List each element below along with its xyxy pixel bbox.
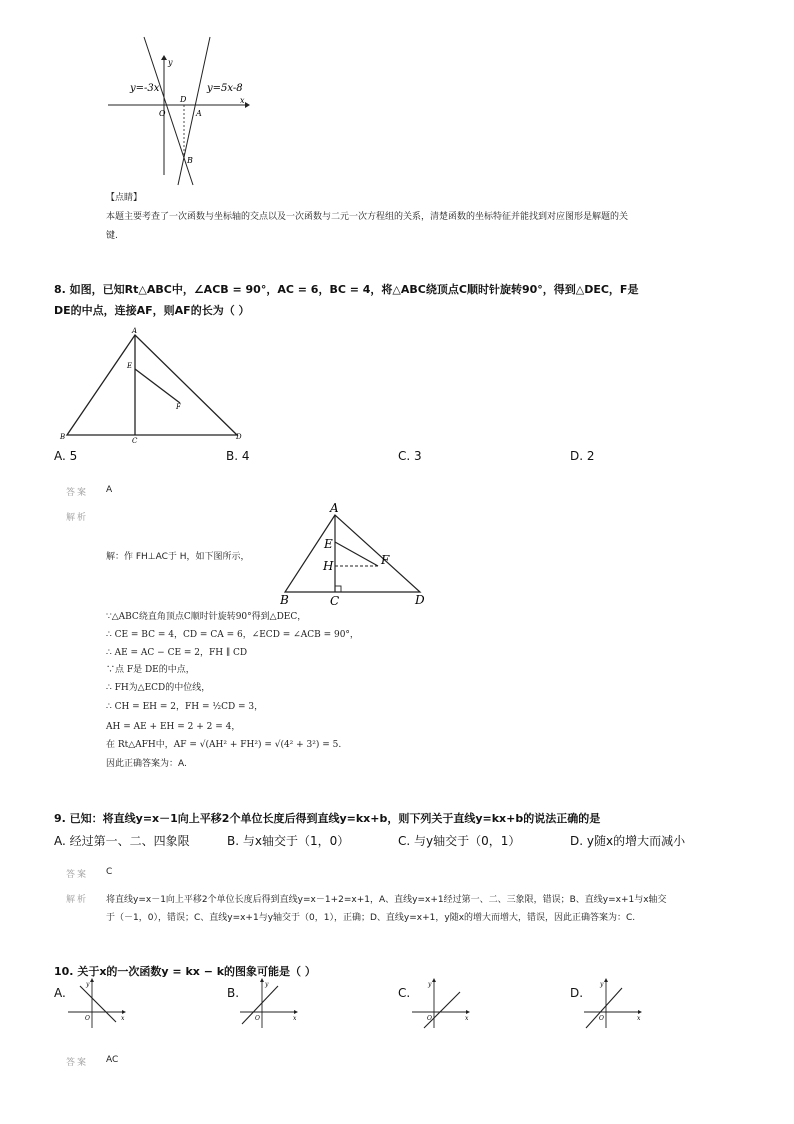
q9-analysis-line2: 于（－1，0），错误；C、直线y=x+1与y轴交于（0，1），正确；D、直线y=x+1，y随x的增大而增大，错误，因此正确答案为：C. bbox=[106, 913, 636, 923]
fig-label-c: C bbox=[132, 437, 138, 445]
label-y: y bbox=[428, 981, 432, 988]
point-b-label: B bbox=[187, 156, 193, 165]
sol-label-h: H bbox=[323, 559, 334, 573]
label-o: O bbox=[85, 1015, 90, 1022]
q8-solution-line-1: ∵△ABC绕直角顶点C顺时针旋转90°得到△DEC， bbox=[106, 612, 307, 622]
q10-answer-label: 答案 bbox=[66, 1058, 89, 1068]
axis-y-arrow bbox=[604, 978, 608, 982]
q9-stem: 9. 已知：将直线y=x－1向上平移2个单位长度后得到直线y=kx+b，则下列关于直线y=kx+b的说法正确的是 bbox=[54, 812, 601, 825]
q8-option-a[interactable]: A. 5 bbox=[54, 449, 78, 463]
axis-y-arrow bbox=[260, 978, 264, 982]
axis-y-arrow bbox=[90, 978, 94, 982]
sol-label-c: C bbox=[330, 594, 340, 608]
sol-label-f: F bbox=[381, 553, 390, 567]
q8-solution-figure bbox=[280, 500, 440, 610]
label-y: y bbox=[86, 981, 90, 988]
q9-answer-value: C bbox=[106, 867, 113, 877]
label-x: x bbox=[121, 1015, 125, 1022]
q9-analysis-label: 解析 bbox=[66, 895, 89, 905]
label-y: y bbox=[600, 981, 604, 988]
fig-label-f: F bbox=[176, 403, 181, 411]
comment-title: 【点睛】 bbox=[106, 193, 143, 203]
q8-solution-line-5: ∴ FH为△ECD的中位线， bbox=[106, 683, 211, 693]
y-axis-label: y bbox=[168, 58, 173, 67]
q8-solution-line-7: AH = AE + EH = 2 + 2 = 4， bbox=[106, 722, 241, 732]
q10-graph-b[interactable] bbox=[238, 978, 300, 1030]
q8-stem-line1: 8. 如图，已知Rt△ABC中，∠ACB = 90°，AC = 6，BC = 4，将△ABC绕顶点C顺时针旋转90°，得到△DEC，F是 bbox=[54, 283, 639, 296]
q9-option-b[interactable]: B. 与x轴交于（1，0） bbox=[227, 834, 350, 848]
point-a-label: A bbox=[196, 109, 202, 118]
label-x: x bbox=[293, 1015, 297, 1022]
q9-analysis-line1: 将直线y=x－1向上平移2个单位长度后得到直线y=x－1+2=x+1，A、直线y=x+1经过第一、二、三象限，错误；B、直线y=x+1与x轴交 bbox=[106, 895, 667, 905]
q9-option-c[interactable]: C. 与y轴交于（0，1） bbox=[398, 834, 521, 848]
sol-label-b: B bbox=[280, 593, 289, 607]
x-axis-label: x bbox=[240, 96, 245, 105]
point-d-label: D bbox=[180, 95, 187, 104]
line-y-5x-8 bbox=[178, 37, 210, 185]
line2-label: y=5x-8 bbox=[207, 83, 243, 94]
label-x: x bbox=[465, 1015, 469, 1022]
q8-option-b[interactable]: B. 4 bbox=[226, 449, 250, 463]
q10-graph-a[interactable] bbox=[66, 978, 128, 1030]
graph-line bbox=[586, 988, 622, 1028]
fig-label-a: A bbox=[132, 327, 138, 335]
comment-line2: 键. bbox=[106, 231, 118, 241]
q9-answer-label: 答案 bbox=[66, 870, 89, 880]
comment-line1: 本题主要考查了一次函数与坐标轴的交点以及一次函数与二元一次方程组的关系，清楚函数的坐标特征并能找到对应图形是解题的关 bbox=[106, 212, 629, 222]
q10-option-d-label[interactable]: D. bbox=[570, 986, 584, 1000]
q10-option-a-label[interactable]: A. bbox=[54, 986, 66, 1000]
q8-solution-line-8: 在 Rt△AFH中，AF = √(AH² + FH²) = √(4² + 3²) = 5. bbox=[106, 740, 342, 750]
axis-x-arrow bbox=[122, 1010, 126, 1014]
sol-segment-ef bbox=[335, 542, 378, 566]
graph-line bbox=[424, 992, 460, 1028]
fig-label-d: D bbox=[236, 433, 242, 441]
graph-line bbox=[242, 986, 278, 1024]
origin-label: O bbox=[159, 109, 166, 118]
q8-option-d[interactable]: D. 2 bbox=[570, 449, 595, 463]
q10-graph-d[interactable] bbox=[582, 978, 644, 1030]
q8-solution-line-4: ∵点 F是 DE的中点， bbox=[106, 665, 195, 675]
q10-option-c-label[interactable]: C. bbox=[398, 986, 411, 1000]
label-x: x bbox=[637, 1015, 641, 1022]
x-axis-arrow bbox=[245, 102, 250, 108]
line1-label: y=-3x bbox=[130, 83, 160, 94]
q10-graph-c[interactable] bbox=[410, 978, 472, 1030]
label-o: O bbox=[427, 1015, 432, 1022]
label-o: O bbox=[599, 1015, 604, 1022]
q8-answer-label: 答案 bbox=[66, 488, 89, 498]
q8-analysis-label: 解析 bbox=[66, 513, 89, 523]
y-axis-arrow bbox=[161, 55, 167, 60]
q8-solution-line-3: ∴ AE = AC − CE = 2，FH ∥ CD bbox=[106, 648, 248, 658]
q10-option-b-label[interactable]: B. bbox=[227, 986, 240, 1000]
q8-solution-line-9: 因此正确答案为：A. bbox=[106, 759, 187, 769]
q8-solution-intro: 解：作 FH⊥AC于 H，如下图所示， bbox=[106, 552, 250, 562]
q8-option-c[interactable]: C. 3 bbox=[398, 449, 422, 463]
label-y: y bbox=[265, 981, 269, 988]
axis-x-arrow bbox=[294, 1010, 298, 1014]
q9-option-d[interactable]: D. y随x的增大而减小 bbox=[570, 834, 686, 848]
right-angle-mark bbox=[335, 586, 341, 592]
q8-answer-value: A bbox=[106, 485, 113, 495]
q10-answer-value: AC bbox=[106, 1055, 119, 1065]
fig-label-b: B bbox=[60, 433, 66, 441]
label-o: O bbox=[255, 1015, 260, 1022]
fig-label-e: E bbox=[127, 362, 133, 370]
segment-ef bbox=[135, 369, 180, 403]
axis-x-arrow bbox=[638, 1010, 642, 1014]
axis-x-arrow bbox=[466, 1010, 470, 1014]
sol-label-d: D bbox=[415, 593, 425, 607]
q10-stem: 10. 关于x的一次函数y = kx − k的图象可能是（ ） bbox=[54, 965, 316, 978]
sol-triangle-abd bbox=[285, 515, 420, 592]
sol-label-a: A bbox=[330, 501, 339, 515]
q8-solution-line-2: ∴ CE = BC = 4，CD = CA = 6，∠ECD = ∠ACB = 90°， bbox=[106, 630, 359, 640]
q8-figure bbox=[52, 325, 252, 445]
q9-option-a[interactable]: A. 经过第一、二、四象限 bbox=[54, 834, 190, 848]
triangle-abd bbox=[67, 335, 237, 435]
q8-solution-line-6: ∴ CH = EH = 2，FH = ½CD = 3， bbox=[106, 702, 264, 712]
q8-stem-line2: DE的中点，连接AF，则AF的长为（ ） bbox=[54, 304, 250, 317]
sol-label-e: E bbox=[324, 537, 333, 551]
axis-y-arrow bbox=[432, 978, 436, 982]
intersection-graph bbox=[100, 35, 260, 190]
